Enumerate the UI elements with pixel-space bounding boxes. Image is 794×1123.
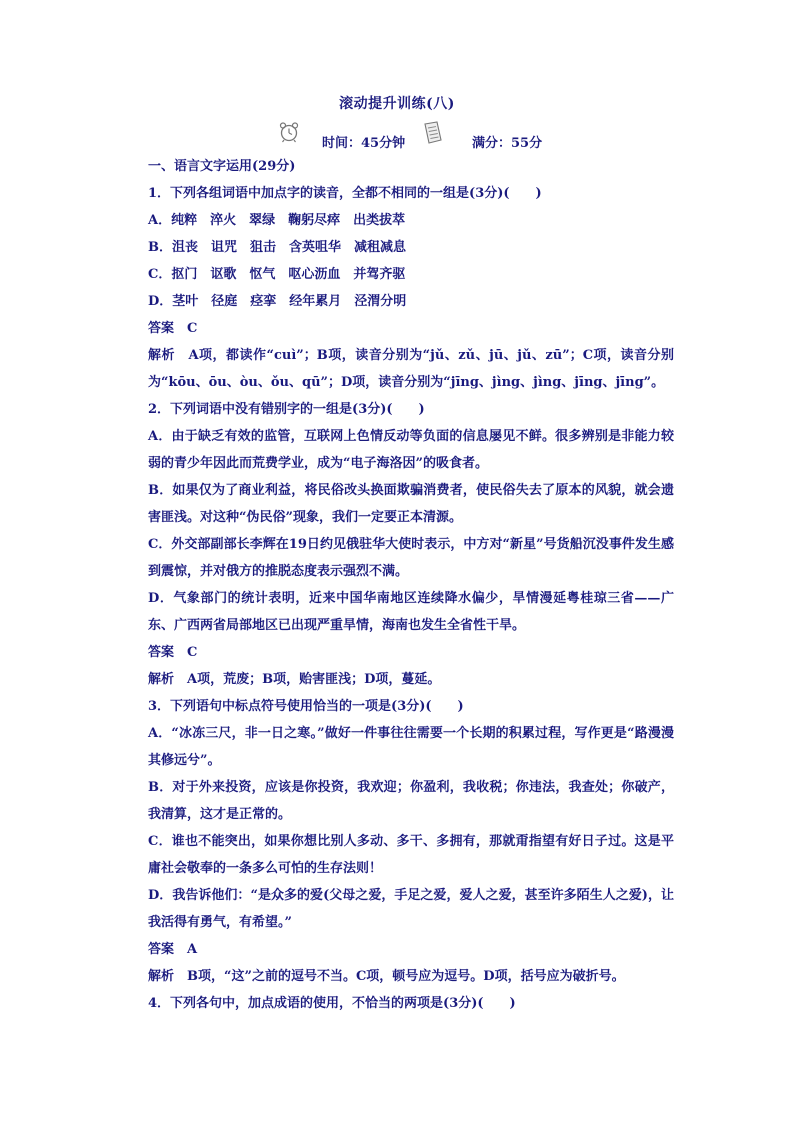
question-3-stem: 3．下列语句中标点符号使用恰当的一项是(3分)( ) [148, 699, 464, 714]
question-1-option-b: B．沮丧 诅咒 狙击 含英咀华 减租减息 [148, 240, 406, 255]
question-2-option-b: B．如果仅为了商业利益，将民俗改头换面欺骗消费者，使民俗失去了原本的风貌，就会遗害匪浅。对这种“伪民俗”现象，我们一定要正本清源。 [148, 483, 674, 525]
question-3-answer: 答案 A [148, 942, 198, 957]
question-3-option-b: B．对于外来投资，应该是你投资，我欢迎；你盈利，我收税；你违法，我查处；你破产，我清算，这才是正常的。 [148, 780, 674, 822]
question-2-stem: 2．下列词语中没有错别字的一组是(3分)( ) [148, 402, 425, 417]
question-2-option-c: C．外交部副部长李辉在19日约见俄驻华大使时表示，中方对“新星”号货船沉没事件发生感到震惊，并对俄方的推脱态度表示强烈不满。 [148, 537, 674, 579]
question-2-option-a: A．由于缺乏有效的监管，互联网上色情反动等负面的信息屡见不鲜。很多辨别是非能力较弱的青少年因此而荒费学业，成为“电子海洛因”的吸食者。 [148, 429, 674, 471]
page-title: 滚动提升训练(八) [339, 96, 455, 112]
question-1-answer: 答案 C [148, 321, 198, 336]
question-1-stem: 1．下列各组词语中加点字的读音，全都不相同的一组是(3分)( ) [148, 186, 542, 201]
question-1-option-c: C．抠门 讴歌 怄气 呕心沥血 并驾齐驱 [148, 267, 406, 282]
question-2-analysis: 解析 A项，荒废；B项，贻害匪浅；D项，蔓延。 [148, 672, 441, 687]
question-1-analysis: 解析 A项，都读作“cuì”；B项，读音分别为“jǔ、zǔ、jū、jǔ、zū”；C项，读音分别为“kōu、ōu、òu、ǒu、qū”；D项，读音分别为“jīng、jìng、jìng、jīng、jīng”。 [148, 348, 674, 390]
question-3-option-c: C．谁也不能突出，如果你想比别人多动、多干、多拥有，那就甭指望有好日子过。这是平庸社会敬奉的一条多么可怕的生存法则！ [148, 834, 674, 876]
question-4-stem: 4．下列各句中，加点成语的使用，不恰当的两项是(3分)( ) [148, 996, 516, 1011]
section-heading: 一、语言文字运用(29分) [148, 159, 296, 174]
question-3-option-d: D．我告诉他们：“是众多的爱(父母之爱，手足之爱，爱人之爱，甚至许多陌生人之爱)，让我活得有勇气，有希望。” [148, 888, 674, 930]
paper-icon [422, 121, 444, 145]
question-2-answer: 答案 C [148, 645, 198, 660]
question-1-option-d: D．茎叶 径庭 痉挛 经年累月 泾渭分明 [148, 294, 407, 309]
question-3-option-a: A．“冰冻三尺，非一日之寒。”做好一件事往往需要一个长期的积累过程，写作更是“路漫漫其修远兮”。 [148, 726, 674, 768]
question-2-option-d: D．气象部门的统计表明，近来中国华南地区连续降水偏少，旱情漫延粤桂琼三省——广东、广西两省局部地区已出现严重旱情，海南也发生全省性干旱。 [148, 591, 674, 633]
question-3-analysis: 解析 B项，“这”之前的逗号不当。C项，顿号应为逗号。D项，括号应为破折号。 [148, 969, 625, 984]
question-1-option-a: A．纯粹 淬火 翠绿 鞠躬尽瘁 出类拔萃 [148, 213, 406, 228]
exam-content [148, 153, 674, 1017]
exam-time: 时间：45分钟 [322, 136, 406, 151]
exam-score: 满分：55分 [472, 136, 543, 151]
exam-meta [272, 121, 572, 153]
alarm-clock-icon [278, 121, 300, 143]
